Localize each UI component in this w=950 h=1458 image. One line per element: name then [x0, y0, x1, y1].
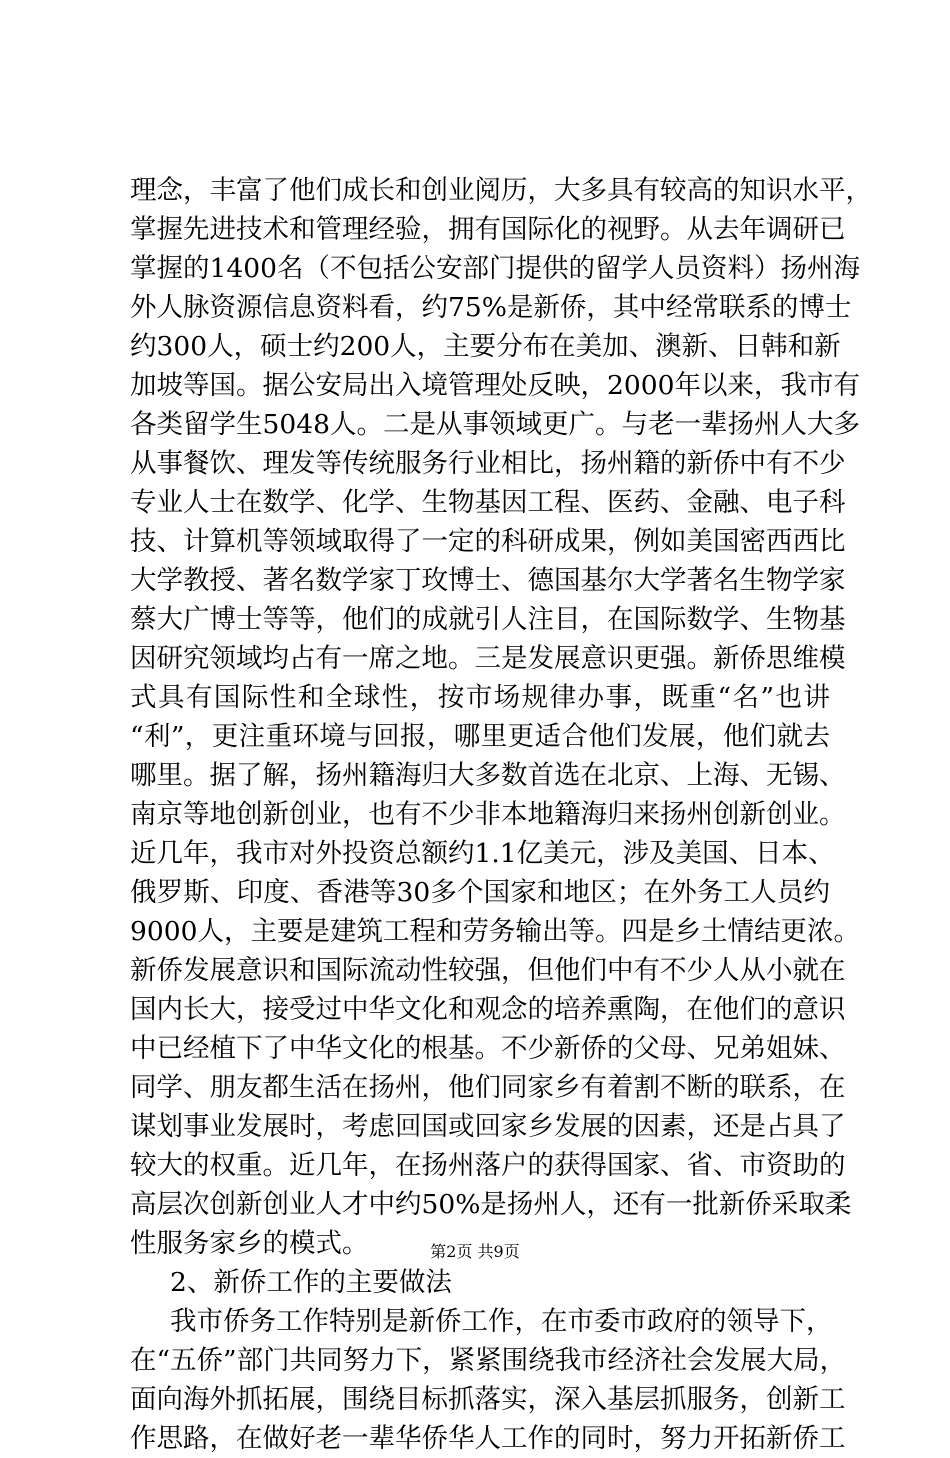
- text-line: 9000人，主要是建筑工程和劳务输出等。四是乡土情结更浓。: [130, 916, 860, 947]
- text-line: 式具有国际性和全球性，按市场规律办事，既重“名”也讲: [130, 682, 830, 713]
- text-line: 哪里。据了解，扬州籍海归大多数首选在北京、上海、无锡、: [130, 760, 846, 791]
- text-line: 理念，丰富了他们成长和创业阅历，大多具有较高的知识水平，: [130, 175, 872, 206]
- text-line: 新侨发展意识和国际流动性较强，但他们中有不少人从小就在: [130, 955, 846, 986]
- text-line: 谋划事业发展时，考虑回国或回家乡发展的因素，还是占具了: [130, 1111, 846, 1142]
- text-line: 在“五侨”部门共同努力下，紧紧围绕我市经济社会发展大局，: [130, 1345, 847, 1376]
- text-line: 技、计算机等领域取得了一定的科研成果，例如美国密西西比: [130, 526, 846, 557]
- text-line: 南京等地创新创业，也有不少非本地籍海归来扬州创新创业。: [130, 799, 846, 830]
- text-line: 作思路，在做好老一辈华侨华人工作的同时，努力开拓新侨工: [130, 1423, 846, 1454]
- text-line: 各类留学生5048人。二是从事领域更广。与老一辈扬州人大多: [130, 409, 860, 440]
- text-line: 国内长大，接受过中华文化和观念的培养熏陶，在他们的意识: [130, 994, 846, 1025]
- text-line: 我市侨务工作特别是新侨工作，在市委市政府的领导下，: [170, 1306, 833, 1337]
- section-heading: 2、新侨工作的主要做法: [170, 1267, 452, 1298]
- body-text: [130, 171, 872, 1458]
- page-number: 第2页 共9页: [430, 1242, 520, 1261]
- text-line: “利”，更注重环境与回报，哪里更适合他们发展，他们就去: [130, 721, 830, 752]
- text-line: 性服务家乡的模式。: [130, 1228, 369, 1259]
- text-line: 从事餐饮、理发等传统服务行业相比，扬州籍的新侨中有不少: [130, 448, 846, 479]
- text-line: 掌握先进技术和管理经验，拥有国际化的视野。从去年调研已: [130, 214, 846, 245]
- text-line: 中已经植下了中华文化的根基。不少新侨的父母、兄弟姐妹、: [130, 1033, 846, 1064]
- text-line: 专业人士在数学、化学、生物基因工程、医药、金融、电子科: [130, 487, 846, 518]
- text-line: 面向海外抓拓展，围绕目标抓落实，深入基层抓服务，创新工: [130, 1384, 846, 1415]
- text-line: 俄罗斯、印度、香港等30多个国家和地区；在外务工人员约: [130, 877, 830, 908]
- text-line: 近几年，我市对外投资总额约1.1亿美元，涉及美国、日本、: [130, 838, 835, 869]
- text-line: 掌握的1400名（不包括公安部门提供的留学人员资料）扬州海: [130, 253, 860, 284]
- text-line: 较大的权重。近几年，在扬州落户的获得国家、省、市资助的: [130, 1150, 846, 1181]
- text-line: 同学、朋友都生活在扬州，他们同家乡有着割不断的联系，在: [130, 1072, 846, 1103]
- text-line: 高层次创新创业人才中约50%是扬州人，还有一批新侨采取柔: [130, 1189, 852, 1220]
- text-line: 大学教授、著名数学家丁玫博士、德国基尔大学著名生物学家: [130, 565, 846, 596]
- text-line: 约300人，硕士约200人，主要分布在美加、澳新、日韩和新: [130, 331, 841, 362]
- text-line: 外人脉资源信息资料看，约75%是新侨，其中经常联系的博士: [130, 292, 852, 323]
- text-line: 蔡大广博士等等，他们的成就引人注目，在国际数学、生物基: [130, 604, 846, 635]
- text-line: 加坡等国。据公安局出入境管理处反映，2000年以来，我市有: [130, 370, 860, 401]
- text-line: 因研究领域均占有一席之地。三是发展意识更强。新侨思维模: [130, 643, 846, 674]
